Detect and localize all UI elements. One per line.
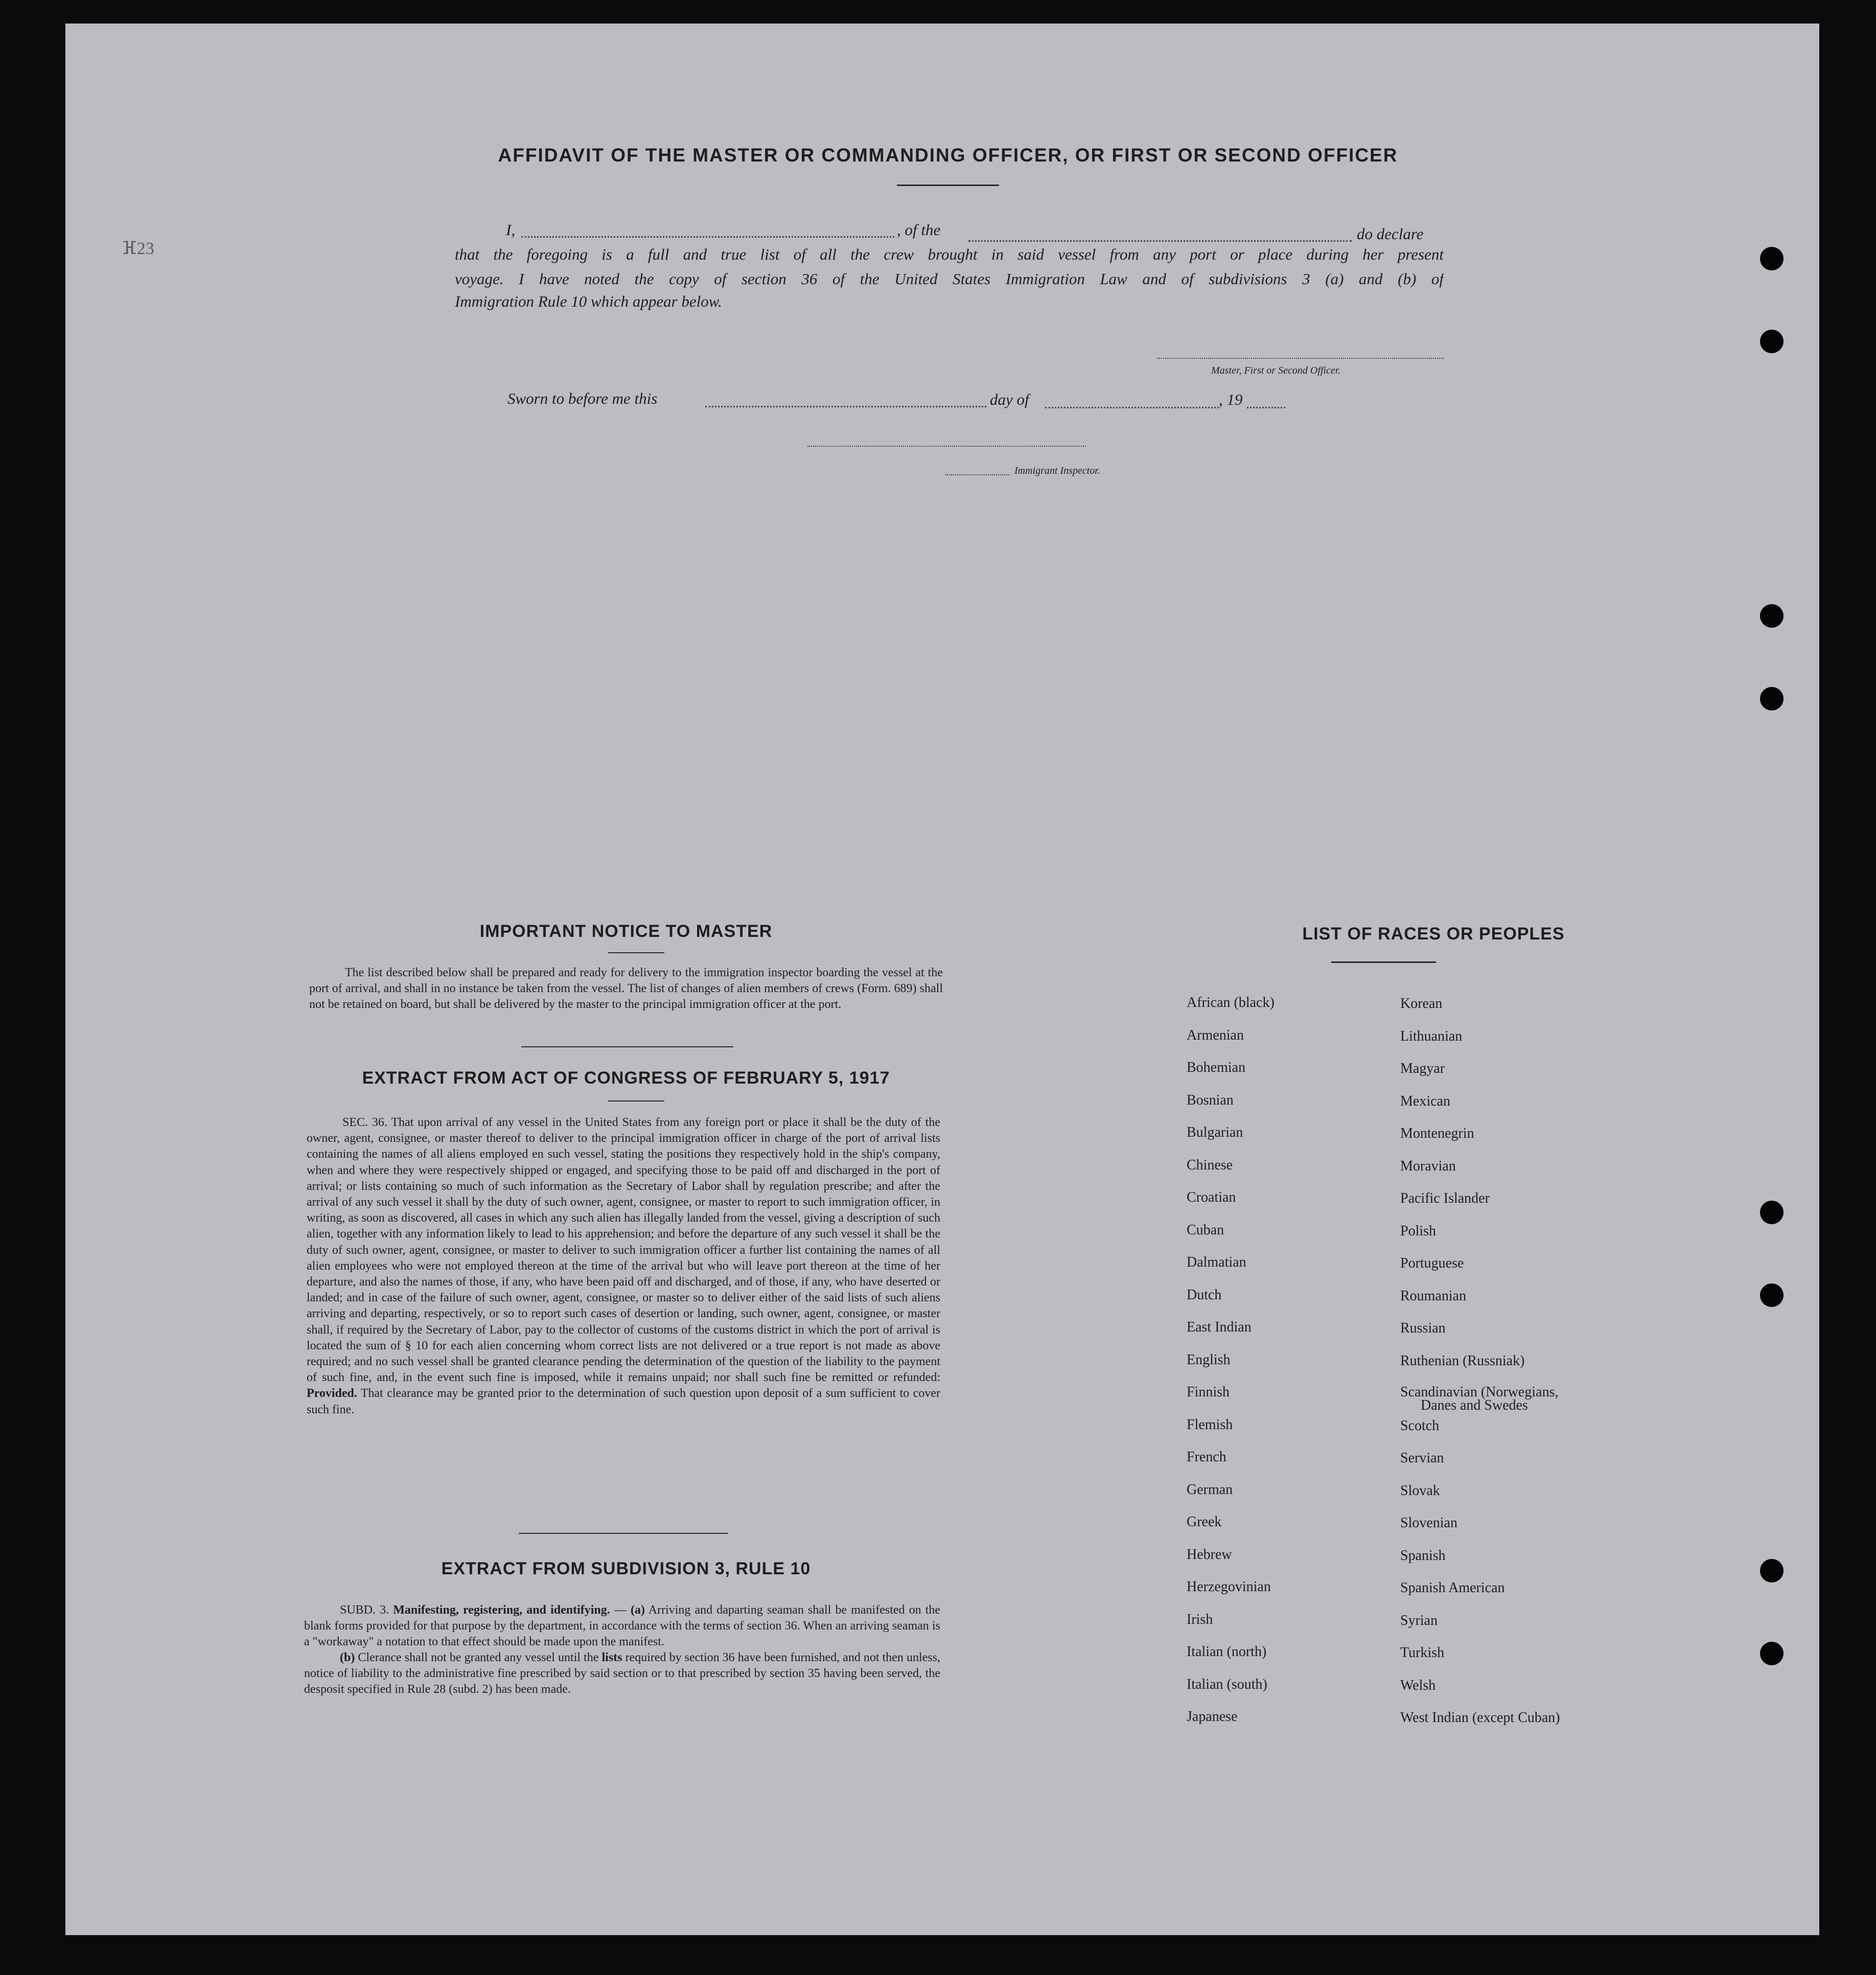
race-item: African (black): [1187, 995, 1275, 1011]
race-item: Spanish American: [1400, 1580, 1505, 1596]
race-item: Welsh: [1400, 1677, 1436, 1693]
race-item: Bohemian: [1187, 1060, 1246, 1075]
notice-body: [309, 965, 943, 1013]
races-title-underline: [1331, 961, 1436, 963]
subd-dash: —: [614, 1603, 627, 1617]
race-item: West Indian (except Cuban): [1400, 1710, 1560, 1726]
race-item-scandinavian: [1400, 1386, 1560, 1418]
race-item: Portuguese: [1400, 1255, 1464, 1271]
subd-b-text-2: required by section 36 have been furnished, and not then unless, notice of liability to the administrative fine prescribed by said section or to that prescribed by section 35 having been served, the desposit specified in Rule 28 (subd. 2) has been made.: [304, 1651, 940, 1696]
race-item: Korean: [1400, 996, 1443, 1012]
act-text-main: SEC. 36. That upon arrival of any vessel in the United States from any foreign port or place it shall be the duty of the owner, agent, consignee, or master thereof to deliver to the principal immigration officer in charge of the port of arrival lists containing the names of all aliens employed en such vessel, stating the positions they respectively hold in the ship's company, when and where they were respectively shipped or engaged, and specifying those to be paid off and discharged in the port of arrival; or lists containing so much of such information as the Secretary of Labor shall by regulation prescribe; and after the arrival of any such vessel it shall by the duty of such owner, agent, consignee, or master to report to such immigration officer, in writing, as soon as discovered, all cases in which any such alien has illegally landed from the vessel, giving a description of such alien, together with any information likely to lead to his apprehension; and before the departure of any such vessel it shall be the duty of such owner, agent, consignee, or master to deliver to such immigration officer a further list containing the names of all alien employees who were not employed thereon at the time of the arrival but who will leave port thereon at the time of her departure, and also the names of those, if any, who have been paid off and discharged, and of those, if any, who have deserted or landed; and in case of the failure of such owner, agent, consignee, or master so to deliver either of the said lists of such aliens arriving and departing, respectively, or so to report such cases of desertion or landing, such owner, agent, consignee, or master shall, if required by the Secretary of Labor, pay to the collector of customs of the customs district in which the port of arrival is located the sum of § 10 for each alien concerning whom correct lists are not delivered or a true report is not made as above required; and no such vessel shall be granted clearance pending the determination of the question of the liability to the payment of such fine, and, in the event such fine is imposed, while it remains unpaid; nor shall such fine be remitted or refunded:: [307, 1116, 940, 1385]
subd-label: SUBD. 3.: [340, 1603, 389, 1617]
race-item: Cuban: [1187, 1222, 1224, 1238]
notice-title-underline: [608, 952, 664, 953]
race-item: Montenegrin: [1400, 1126, 1474, 1141]
subd-b-lists: lists: [601, 1651, 622, 1664]
inspector-signature-lead: [945, 474, 1009, 475]
subd-b-label: (b): [340, 1651, 355, 1664]
race-item: Servian: [1400, 1450, 1444, 1466]
sworn-month-field[interactable]: [1045, 407, 1219, 408]
binder-hole: [1760, 687, 1784, 710]
signature-caption: Master, First or Second Officer.: [1211, 365, 1341, 376]
binder-hole: [1760, 1201, 1784, 1224]
race-item: Polish: [1400, 1223, 1437, 1239]
subd-heading: Manifesting, registering, and identifying.: [393, 1603, 610, 1617]
race-item: Armenian: [1187, 1027, 1244, 1043]
race-item: Hebrew: [1187, 1546, 1232, 1563]
rule10-paragraph-b: [304, 1650, 940, 1697]
year-prefix: , 19: [1219, 391, 1243, 408]
race-item: Italian (south): [1187, 1676, 1267, 1692]
affidavit-line2: that the foregoing is a full and true list of all the crew brought in said vessel from any port or place during her present: [455, 245, 1444, 263]
inspector-signature-field[interactable]: [807, 446, 1086, 447]
races-column-2: [1400, 996, 1560, 1743]
race-item: Herzegovinian: [1187, 1579, 1271, 1595]
race-item: Croatian: [1187, 1189, 1236, 1205]
races-column-1: [1187, 995, 1275, 1742]
race-item: Dalmatian: [1187, 1254, 1246, 1270]
race-item: Moravian: [1400, 1158, 1456, 1174]
race-item-continuation: Danes and Swedes: [1421, 1397, 1528, 1413]
race-item: Slovenian: [1400, 1515, 1457, 1531]
race-item: Spanish: [1400, 1547, 1446, 1564]
notice-divider: [521, 1046, 733, 1047]
act-body: [307, 1115, 940, 1418]
race-item: Bosnian: [1187, 1092, 1234, 1108]
title-underline: [897, 185, 999, 186]
race-item: Mexican: [1400, 1093, 1450, 1109]
act-title-underline: [608, 1100, 664, 1101]
race-item: Chinese: [1187, 1157, 1233, 1173]
master-name-field[interactable]: [521, 236, 894, 238]
notice-title: IMPORTANT NOTICE TO MASTER: [479, 922, 773, 941]
race-item: Greek: [1187, 1514, 1222, 1530]
sworn-day-field[interactable]: [705, 406, 986, 407]
margin-mark: ⴼ23: [122, 239, 154, 258]
sworn-year-field[interactable]: [1247, 407, 1285, 408]
races-title: LIST OF RACES OR PEOPLES: [1302, 924, 1565, 944]
binder-hole: [1760, 330, 1784, 353]
race-item: Japanese: [1187, 1709, 1238, 1725]
notice-paragraph: The list described below shall be prepared and ready for delivery to the immigration inspector boarding the vessel at the port of arrival, and shall in no instance be taken from the vessel. The list of changes of alien members of crews (Form. 689) shall not be retained on board, but shall be delivered by the master to the principal immigration officer at the port.: [309, 966, 943, 1011]
race-item: Syrian: [1400, 1612, 1438, 1628]
rule10-body: [304, 1602, 940, 1697]
binder-hole: [1760, 1283, 1784, 1307]
affidavit-line1-i: I,: [506, 221, 516, 239]
race-item: East Indian: [1187, 1319, 1252, 1335]
race-item: Turkish: [1400, 1645, 1445, 1661]
officer-signature-field[interactable]: [1157, 358, 1444, 359]
race-item: Dutch: [1187, 1287, 1222, 1303]
race-item: Lithuanian: [1400, 1028, 1463, 1044]
sworn-label: Sworn to before me this: [507, 389, 658, 407]
affidavit-line1-of-the: , of the: [897, 221, 941, 239]
vessel-name-field[interactable]: [968, 240, 1352, 242]
race-item: German: [1187, 1481, 1233, 1498]
rule10-paragraph-a: [304, 1602, 940, 1650]
act-provided: Provided.: [307, 1387, 357, 1400]
race-item: Scotch: [1400, 1417, 1440, 1434]
affidavit-line4: Immigration Rule 10 which appear below.: [455, 292, 722, 310]
rule10-title: EXTRACT FROM SUBDIVISION 3, RULE 10: [441, 1559, 811, 1578]
affidavit-title: AFFIDAVIT OF THE MASTER OR COMMANDING OFFICER, OR FIRST OR SECOND OFFICER: [498, 145, 1398, 166]
inspector-caption: Immigrant Inspector.: [1014, 465, 1100, 476]
subd-a-text: Arriving and daparting seaman shall be manifested on the blank forms provided for that purpose by the department, in accordance with the terms of section 36. When an arriving seaman is a "workaway" a notation to that effect should be made upon the manifest.: [304, 1603, 941, 1648]
race-item: Ruthenian (Russniak): [1400, 1352, 1525, 1369]
binder-hole: [1760, 247, 1784, 270]
act-title: EXTRACT FROM ACT OF CONGRESS OF FEBRUARY 5, 1917: [362, 1068, 890, 1088]
race-item: Bulgarian: [1187, 1124, 1243, 1140]
act-divider: [519, 1533, 728, 1534]
race-item: Slovak: [1400, 1482, 1440, 1499]
binder-hole: [1760, 1559, 1784, 1582]
race-item: Pacific Islander: [1400, 1190, 1490, 1206]
race-item: Finnish: [1187, 1384, 1230, 1400]
act-paragraph: [307, 1115, 940, 1418]
race-item: Italian (north): [1187, 1644, 1267, 1660]
race-item: French: [1187, 1449, 1226, 1465]
affidavit-line3: voyage. I have noted the copy of section 36 of the United States Immigration Law and of subdivisions 3 (a) and (b) of: [455, 270, 1444, 288]
race-item: Magyar: [1400, 1061, 1445, 1076]
binder-hole: [1760, 1642, 1784, 1665]
race-item: Russian: [1400, 1320, 1446, 1336]
race-item: English: [1187, 1351, 1231, 1368]
subd-b-text-1: Clerance shall not be granted any vessel until the: [358, 1651, 599, 1664]
binder-hole: [1760, 604, 1784, 628]
race-item: Flemish: [1187, 1416, 1233, 1433]
race-item: Roumanian: [1400, 1288, 1467, 1304]
day-of-label: day of: [990, 391, 1029, 408]
race-item-line: Scandinavian (Norwegians,: [1400, 1384, 1559, 1400]
race-item: Irish: [1187, 1611, 1213, 1627]
act-text-tail: That clearance may be granted prior to the determination of such question upon deposit of a sum sufficient to cover such fine.: [307, 1387, 940, 1416]
subd-a-label: (a): [630, 1603, 645, 1617]
affidavit-line1-do-declare: do declare: [1357, 225, 1424, 243]
